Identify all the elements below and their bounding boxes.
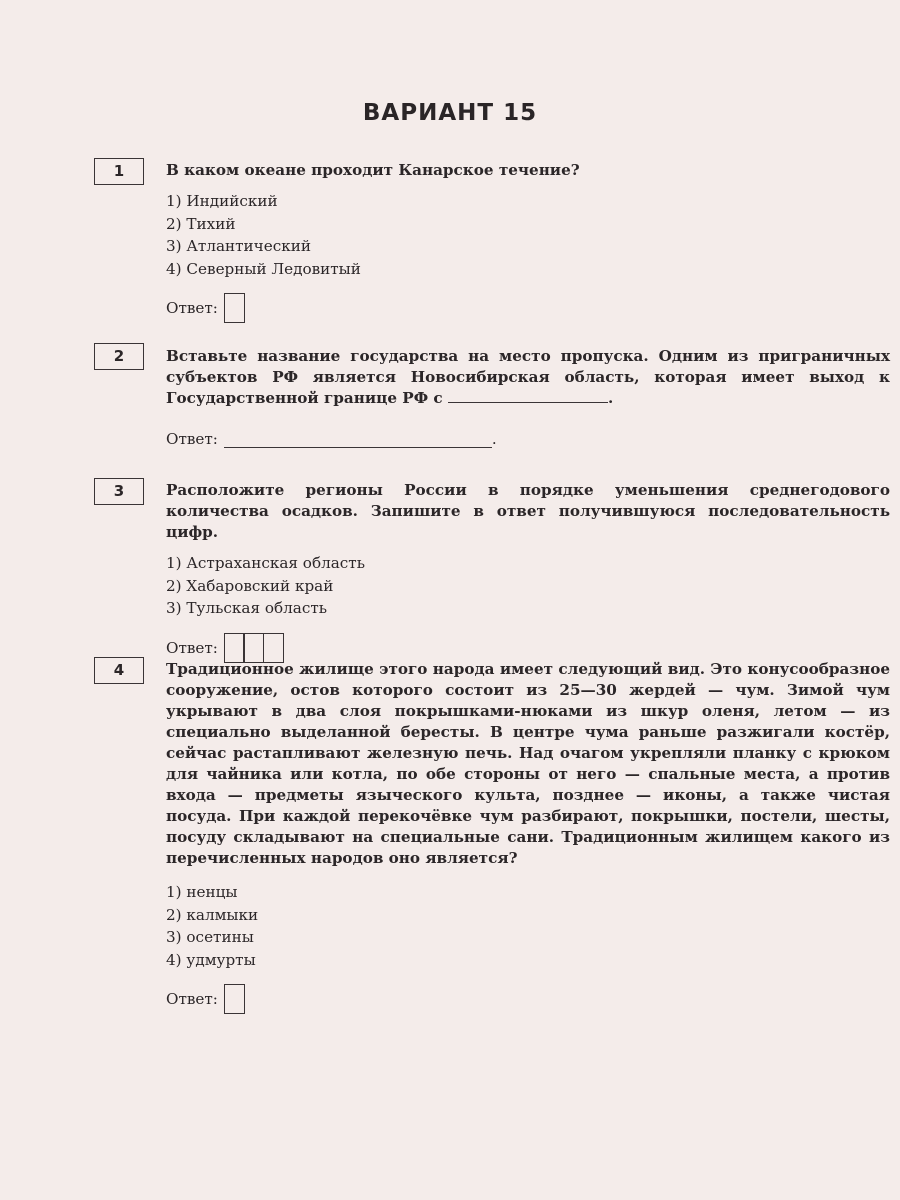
option-item: 3) Атлантический xyxy=(166,237,311,255)
option-item: 2) Хабаровский край xyxy=(166,576,334,595)
question-3-text: Расположите регионы России в порядке уменьшения среднегодового количества осадков. Запишите в ответ получившуюся последовательность цифр. xyxy=(166,481,890,541)
question-2-answer xyxy=(166,423,890,455)
option-item: 1) Индийский xyxy=(166,192,278,210)
question-1-answer xyxy=(166,292,890,324)
question-3-options xyxy=(166,552,890,620)
answer-label: Ответ: xyxy=(166,638,218,657)
question-number-2: 2 xyxy=(94,343,144,370)
question-1-options xyxy=(166,190,890,280)
fill-in-blank[interactable] xyxy=(448,388,608,403)
answer-cell[interactable] xyxy=(243,633,264,663)
question-1-text: В каком океане проходит Канарское течение? xyxy=(166,161,580,179)
answer-cells xyxy=(224,633,284,663)
question-2-text-end: . xyxy=(607,389,614,407)
answer-cell[interactable] xyxy=(263,633,284,663)
answer-line[interactable] xyxy=(224,431,492,448)
question-number-4: 4 xyxy=(94,657,144,684)
question-2-text xyxy=(166,346,890,409)
answer-label: Ответ: xyxy=(166,430,218,448)
question-3 xyxy=(166,480,890,664)
question-4-options xyxy=(166,881,890,971)
option-item: 1) ненцы xyxy=(166,883,238,901)
answer-label: Ответ: xyxy=(166,990,218,1008)
answer-cell[interactable] xyxy=(224,984,245,1014)
question-1 xyxy=(166,160,890,324)
question-2-body: Вставьте название государства на место пропуска. Одним из приграничных субъектов РФ является Новосибирская область, которая имеет выход к Государственной границе РФ с xyxy=(166,347,890,407)
answer-cell[interactable] xyxy=(224,293,245,323)
option-item: 4) удмурты xyxy=(166,950,256,969)
question-number-1: 1 xyxy=(94,158,144,185)
option-item: 4) Северный Ледовитый xyxy=(166,259,361,278)
option-item: 1) Астраханская область xyxy=(166,554,365,572)
answer-line-end: . xyxy=(491,430,497,448)
option-item: 3) Тульская область xyxy=(166,599,328,617)
question-2 xyxy=(166,346,890,455)
option-item: 3) осетины xyxy=(166,928,254,946)
question-4 xyxy=(166,659,890,1015)
option-item: 2) калмыки xyxy=(166,905,259,924)
page-title: ВАРИАНТ 15 xyxy=(362,100,538,126)
option-item: 2) Тихий xyxy=(166,214,236,233)
question-4-text: Традиционное жилище этого народа имеет следующий вид. Это конусообразное сооружение, остов которого состоит из 25—30 жердей — чум. Зимой чум укрывают в два слоя покрышками-нюками из шкур оленя, летом — из специально выделанной бересты. В центре чума раньше разжигали костёр, сейчас растапливают железную печь. Над очагом укрепляли планку с крюком для чайника или котла, по обе стороны от него — спальные места, а против входа — предметы языческого культа, позднее — иконы, а также чистая посуда. При каждой перекочёвке чум разбирают, покрышки, постели, шесты, посуду складывают на специальные сани. Традиционным жилищем какого из перечисленных народов оно является? xyxy=(166,660,890,867)
answer-cell[interactable] xyxy=(224,633,245,663)
answer-label: Ответ: xyxy=(166,299,218,317)
question-number-3: 3 xyxy=(94,478,144,505)
question-4-answer xyxy=(166,983,890,1015)
